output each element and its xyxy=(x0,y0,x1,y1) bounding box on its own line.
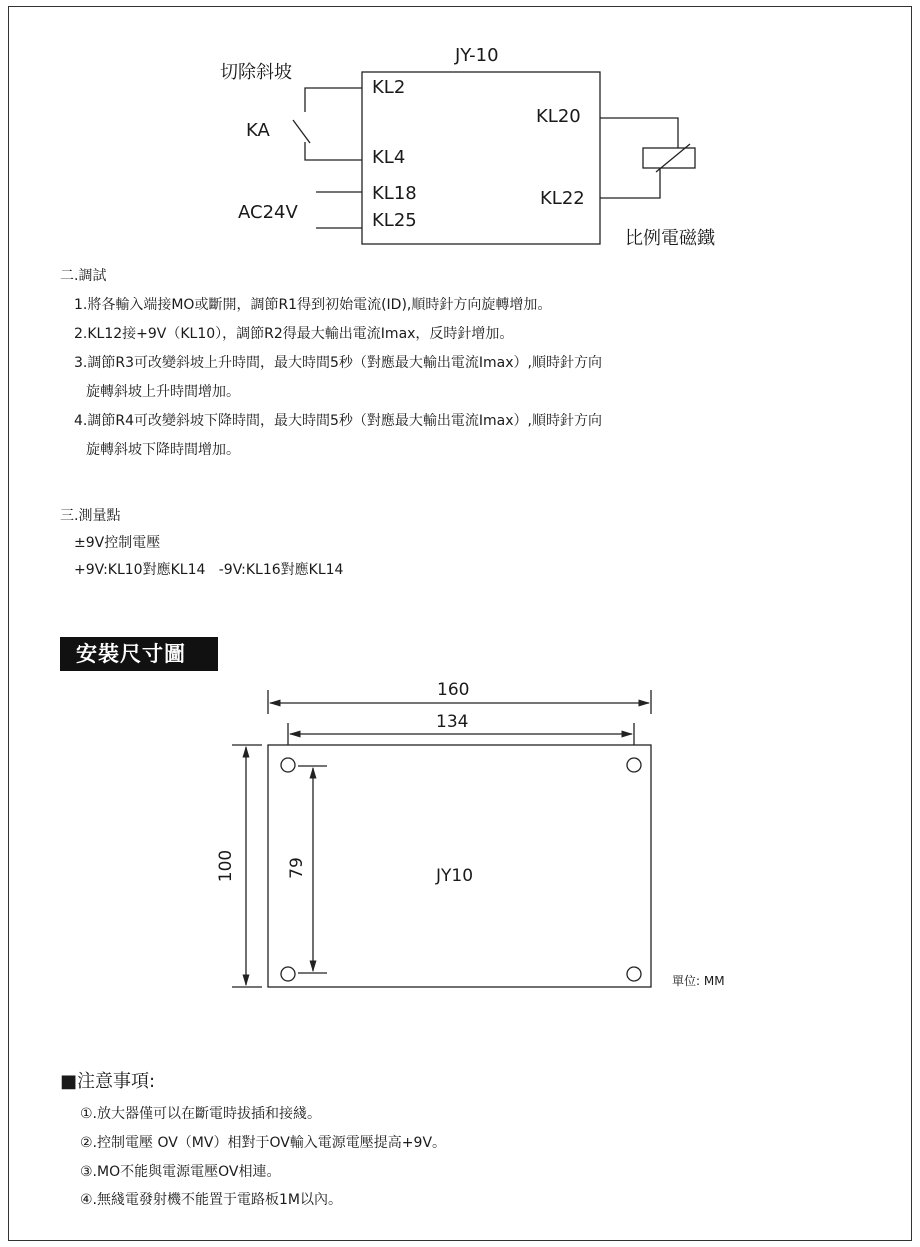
terminal-kl4: KL4 xyxy=(372,147,406,168)
adjust-item-3-cont: 旋轉斜坡上升時間增加。 xyxy=(86,384,240,400)
terminal-kl18: KL18 xyxy=(372,183,417,204)
ka-label: KA xyxy=(246,120,270,141)
dim-134-label: 134 xyxy=(436,712,469,732)
note-item-1: ①.放大器僅可以在斷電時拔插和接綫。 xyxy=(80,1106,321,1122)
mount-hole-top-right xyxy=(627,758,641,772)
mount-hole-bottom-right xyxy=(627,967,641,981)
module-title: JY-10 xyxy=(455,45,499,66)
note-item-2: ②.控制電壓 OV（MV）相對于OV輸入電源電壓提高+9V。 xyxy=(80,1135,447,1151)
terminal-kl22: KL22 xyxy=(540,188,585,209)
notes-heading: ■注意事項: xyxy=(60,1071,156,1092)
ac24v-label: AC24V xyxy=(238,202,298,223)
measure-line-1: ±9V控制電壓 xyxy=(74,535,161,551)
mount-hole-top-left xyxy=(281,758,295,772)
adjust-item-2: 2.KL12接+9V（KL10），調節R2得最大輸出電流Imax，反時針增加。 xyxy=(74,326,514,342)
note-item-3: ③.MO不能與電源電壓OV相連。 xyxy=(80,1164,281,1180)
adjust-item-4-cont: 旋轉斜坡下降時間增加。 xyxy=(86,442,240,458)
measure-line-2: +9V:KL10對應KL14 -9V:KL16對應KL14 xyxy=(74,562,344,578)
terminal-kl20: KL20 xyxy=(536,106,581,127)
adjust-heading: 二.調試 xyxy=(60,268,107,284)
cut-ramp-label: 切除斜坡 xyxy=(220,62,292,83)
unit-label: 單位: MM xyxy=(672,974,725,988)
terminal-kl25: KL25 xyxy=(372,210,417,231)
dim-79-label: 79 xyxy=(287,857,307,879)
install-title: 安裝尺寸圖 xyxy=(60,637,218,671)
dim-160-label: 160 xyxy=(437,680,470,700)
note-item-4: ④.無綫電發射機不能置于電路板1M以內。 xyxy=(80,1192,342,1208)
dim-100-label: 100 xyxy=(216,849,236,883)
adjust-item-4: 4.調節R4可改變斜坡下降時間，最大時間5秒（對應最大輸出電流Imax）,順時針方向 xyxy=(74,413,602,429)
board-label: JY10 xyxy=(436,866,474,886)
terminal-kl2: KL2 xyxy=(372,77,406,98)
adjust-item-1: 1.將各輸入端接MO或斷開，調節R1得到初始電流(ID),順時針方向旋轉增加。 xyxy=(74,297,552,313)
adjust-item-3: 3.調節R3可改變斜坡上升時間，最大時間5秒（對應最大輸出電流Imax）,順時針方向 xyxy=(74,355,602,371)
solenoid-label: 比例電磁鐵 xyxy=(625,228,715,249)
mount-hole-bottom-left xyxy=(281,967,295,981)
measure-heading: 三.測量點 xyxy=(60,508,121,524)
